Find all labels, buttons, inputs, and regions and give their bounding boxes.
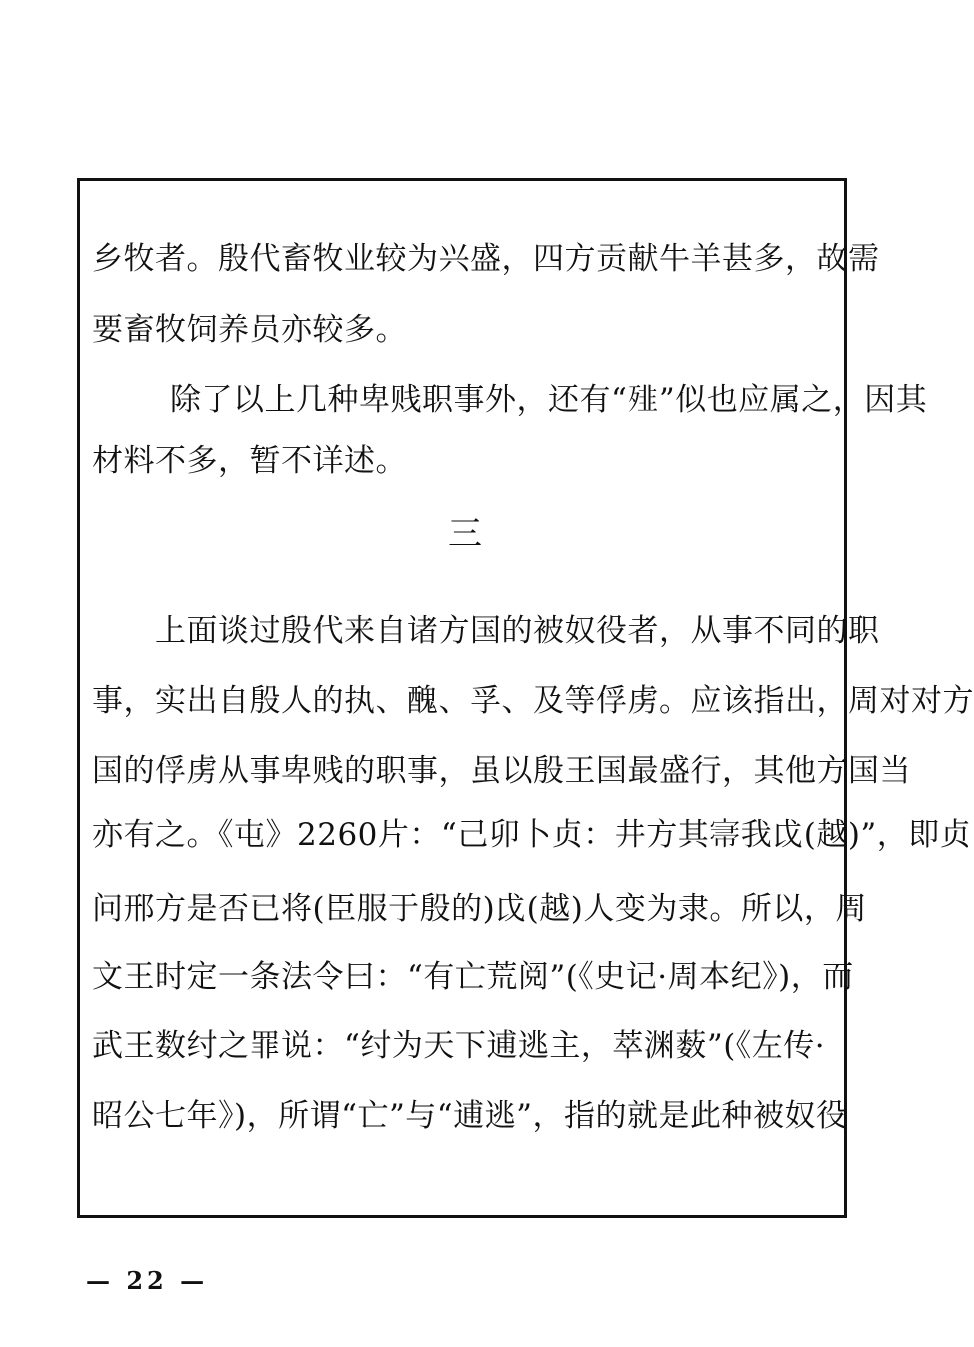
text-line-2: 要畜牧饲养员亦较多。 xyxy=(92,312,407,348)
text-line-3: 除了以上几种卑贱职事外，还有“𩐁”似也应属之，因其 xyxy=(170,382,928,418)
text-line-10: 文王时定一条法令曰：“有亡荒阅”(《史记·周本纪》)，而 xyxy=(92,959,854,995)
section-heading: 三 xyxy=(448,514,482,554)
text-line-1: 乡牧者。殷代畜牧业较为兴盛，四方贡献牛羊甚多，故需 xyxy=(92,241,880,277)
text-line-4: 材料不多，暂不详述。 xyxy=(92,443,407,479)
text-line-6: 事，实出自殷人的执、醜、孚、及等俘虏。应该指出，周对对方 xyxy=(92,683,974,719)
text-line-11: 武王数纣之罪说：“纣为天下逋逃主，萃渊薮”(《左传· xyxy=(92,1028,826,1064)
text-line-7: 国的俘虏从事卑贱的职事，虽以殷王国最盛行，其他方国当 xyxy=(92,753,911,789)
text-line-9: 问邢方是否已将(臣服于殷的)戉(越)人变为隶。所以，周 xyxy=(92,891,867,927)
page-number: — 22 — xyxy=(86,1266,209,1295)
text-line-8: 亦有之。《屯》2260片：“己卯卜贞：井方其𡨦我戉(越)”，即贞 xyxy=(92,817,972,853)
text-line-5: 上面谈过殷代来自诸方国的被奴役者，从事不同的职 xyxy=(155,613,880,649)
text-frame xyxy=(77,178,974,1218)
text-line-12: 昭公七年》)，所谓“亡”与“逋逃”，指的就是此种被奴役 xyxy=(92,1098,848,1134)
